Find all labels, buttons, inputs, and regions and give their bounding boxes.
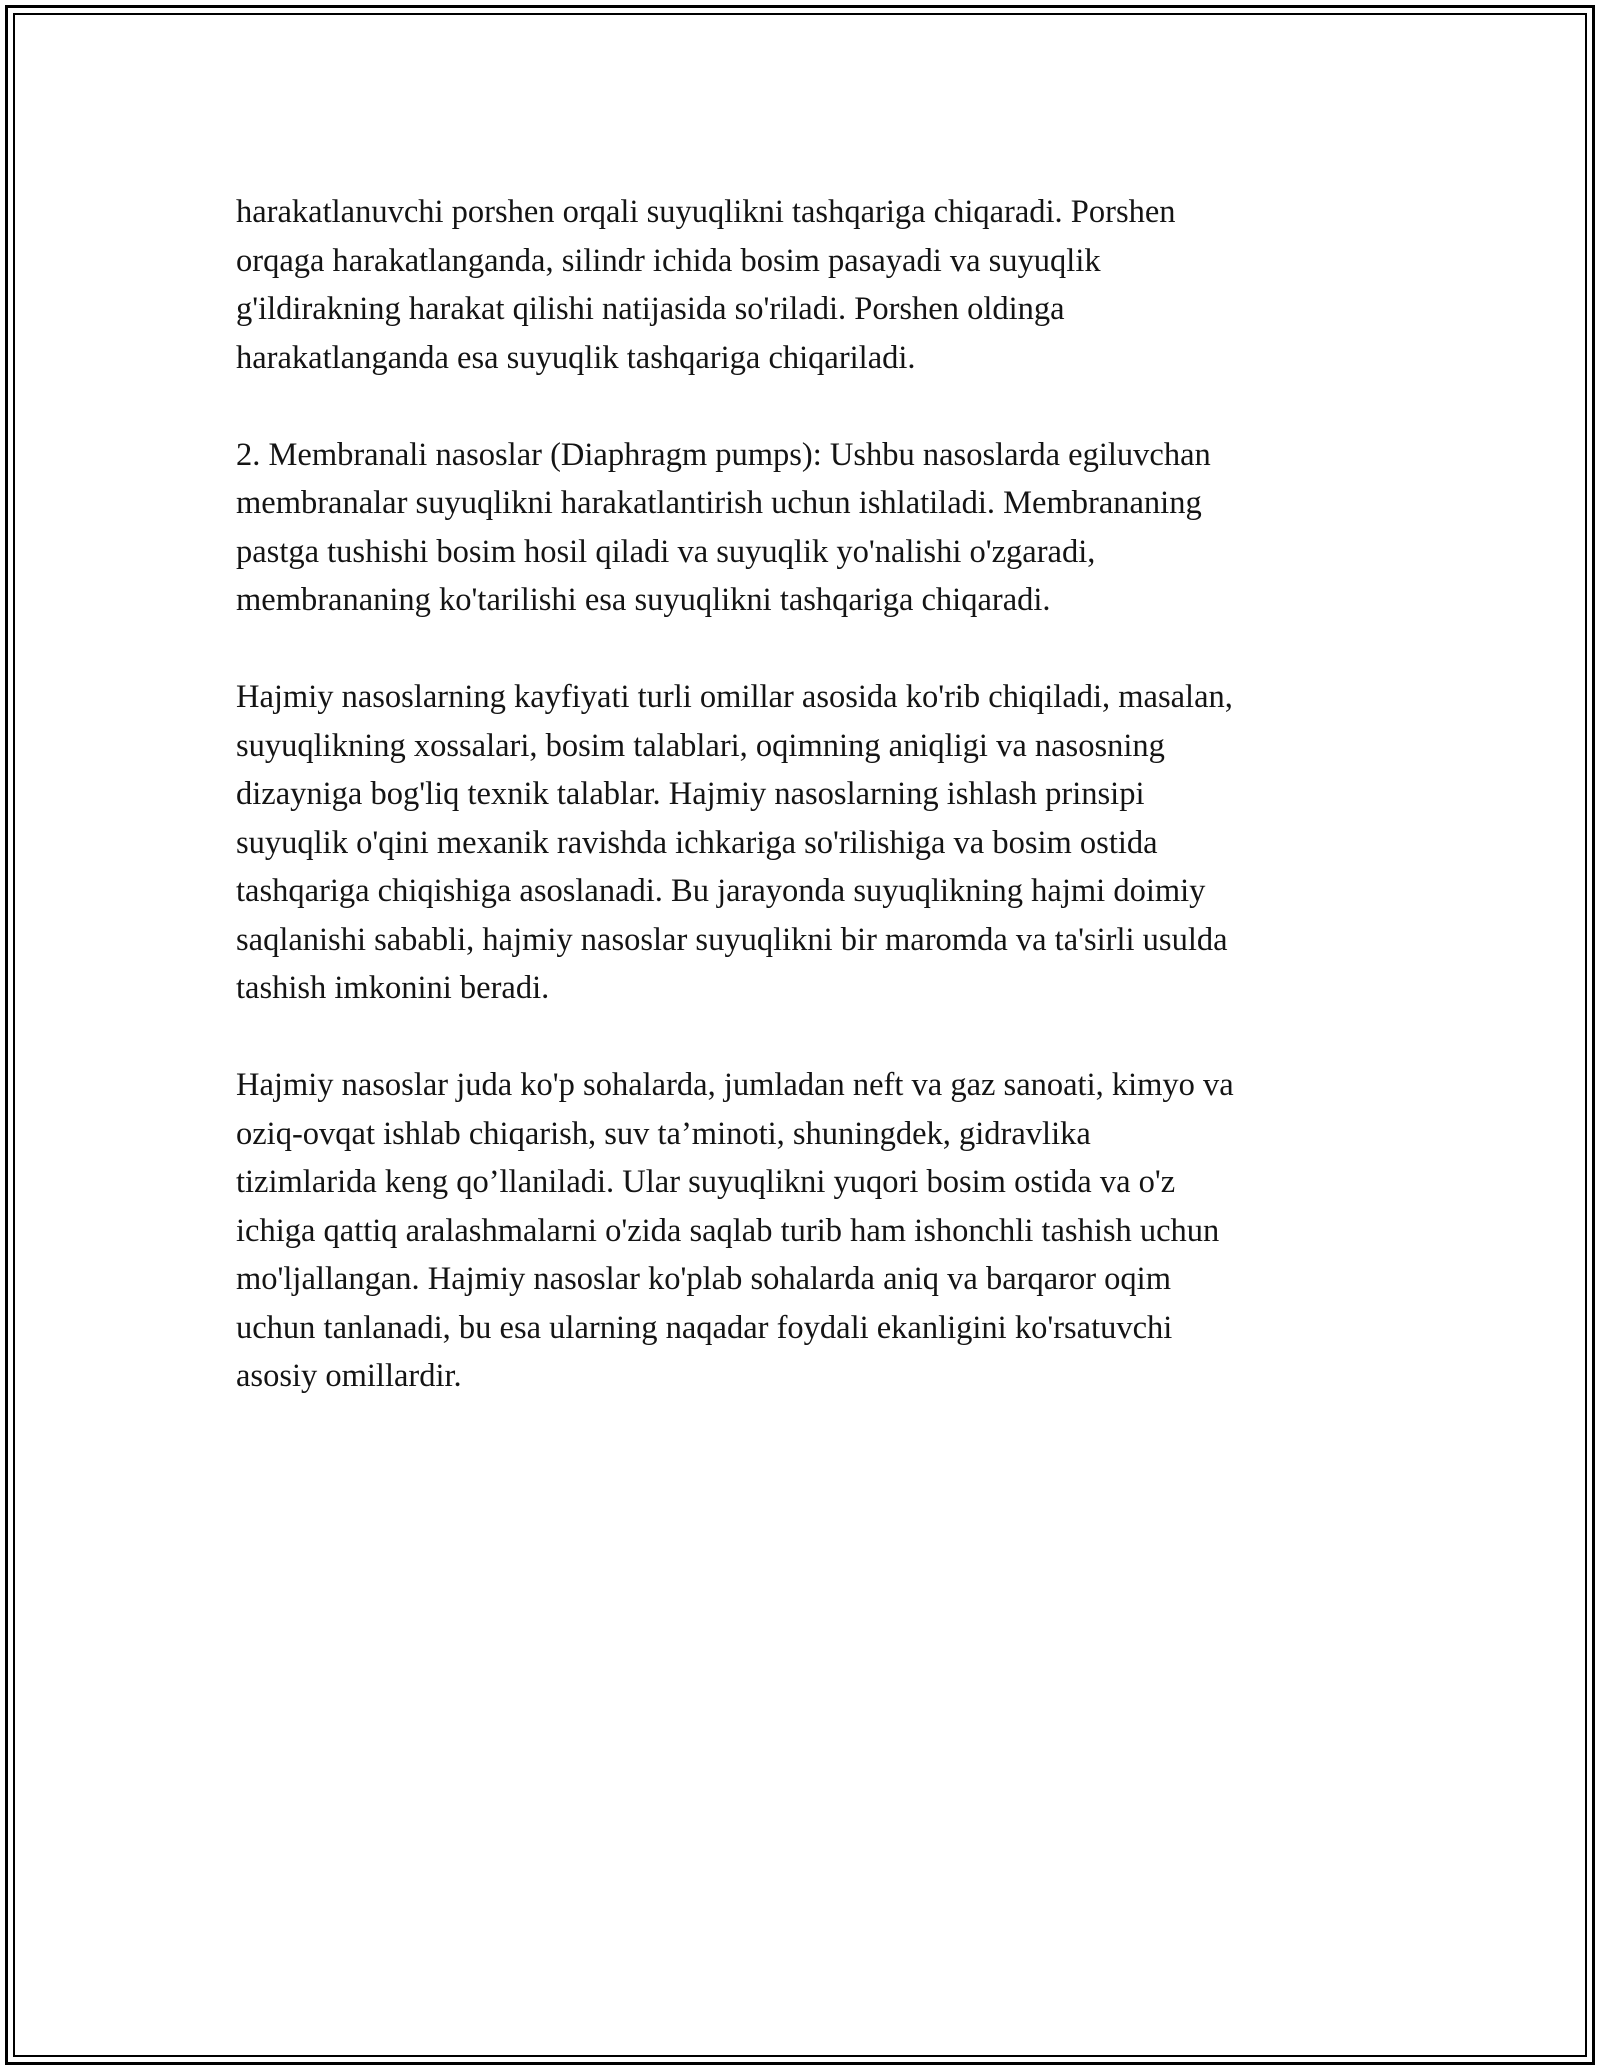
paragraph-hajmiy-nasoslar-kayfiyati: Hajmiy nasoslarning kayfiyati turli omillar asosida ko'rib chiqiladi, masalan, suyuqlikning xossalari, bosim talablari, oqimning aniqligi va nasosning dizayniga bog'liq texnik talablar. Hajmiy nasoslarning ishlash prinsipi suyuqlik o'qini mexanik ravishda ichkariga so'rilishiga va bosim ostida tashqariga chiqishiga asoslanadi. Bu jarayonda suyuqlikning hajmi doimiy saqlanishi sababli, hajmiy nasoslar suyuqlikni bir maromda va ta'sirli usulda tashish imkonini beradi. bbox=[236, 679, 1233, 1006]
paragraph-porshen-continuation: harakatlanuvchi porshen orqali suyuqlikni tashqariga chiqaradi. Porshen orqaga harakatlanganda, silindr ichida bosim pasayadi va suyuqlik g'ildirakning harakat qilishi natijasida so'riladi. Porshen oldinga harakatlanganda esa suyuqlik tashqariga chiqariladi. bbox=[236, 194, 1176, 376]
document-body bbox=[236, 188, 1381, 1401]
paragraph-membranali-nasoslar: 2. Membranali nasoslar (Diaphragm pumps): Ushbu nasoslarda egiluvchan membranalar suyuqlikni harakatlantirish uchun ishlatiladi. Membrananing pastga tushishi bosim hosil qiladi va suyuqlik yo'nalishi o'zgaradi, membrananing ko'tarilishi esa suyuqlikni tashqariga chiqaradi. bbox=[236, 436, 1211, 618]
paragraph-hajmiy-nasoslar-sohalar: Hajmiy nasoslar juda ko'p sohalarda, jumladan neft va gaz sanoati, kimyo va oziq-ovqat ishlab chiqarish, suv ta’minoti, shuningdek, gidravlika tizimlarida keng qo’llaniladi. Ular suyuqlikni yuqori bosim ostida va o'z ichiga qattiq aralashmalarni o'zida saqlab turib ham ishonchli tashish uchun mo'ljallangan. Hajmiy nasoslar ko'plab sohalarda aniq va barqaror oqim uchun tanlanadi, bu esa ularning naqadar foydali ekanligini ko'rsatuvchi asosiy omillardir. bbox=[236, 1067, 1234, 1394]
